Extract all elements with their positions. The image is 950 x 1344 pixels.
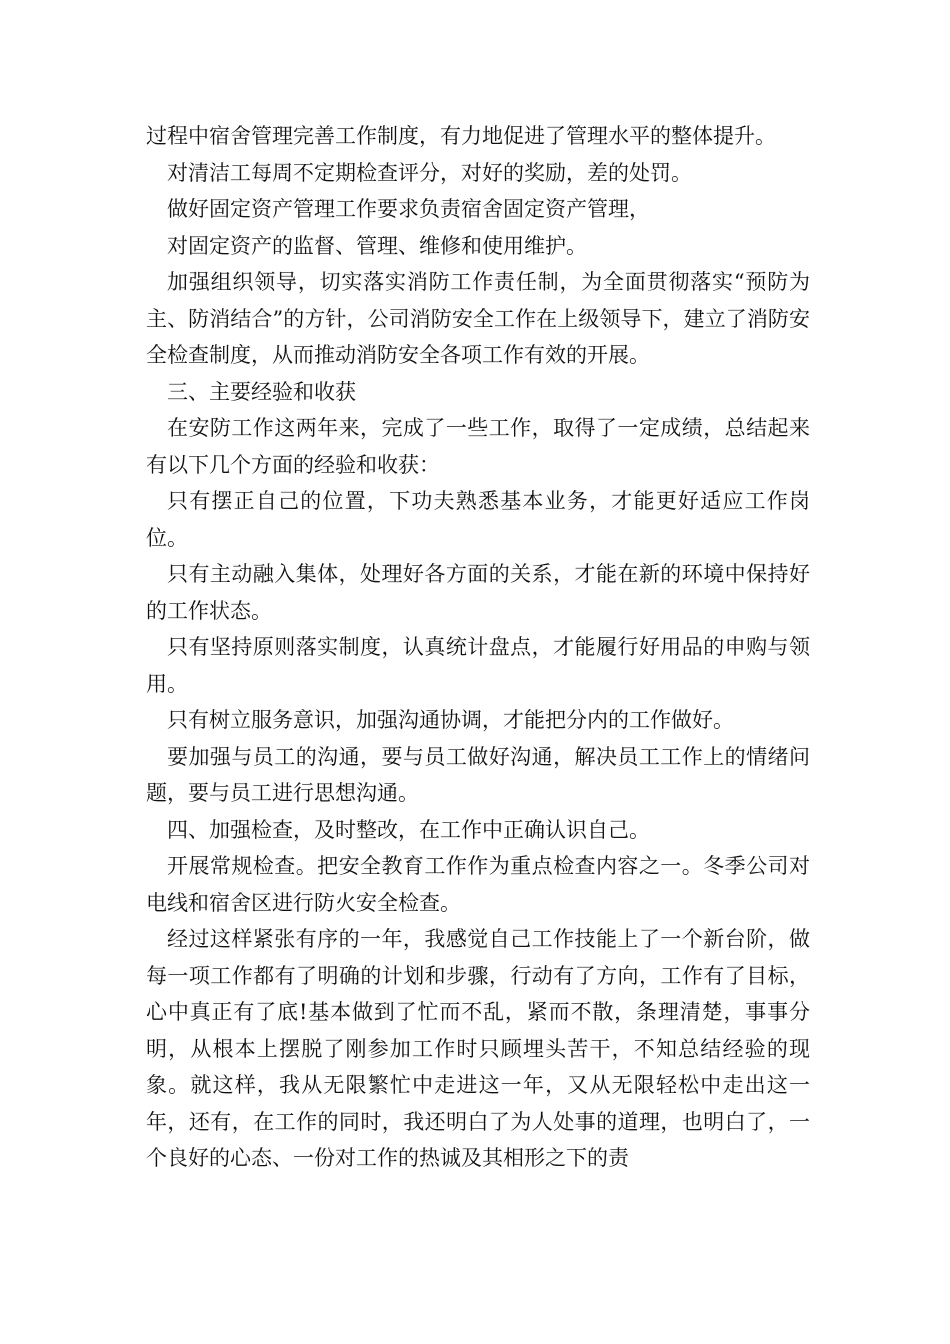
paragraph: 过程中宿舍管理完善工作制度，有力地促进了管理水平的整体提升。 bbox=[146, 124, 776, 148]
paragraph: 加强组织领导，切实落实消防工作责任制，为全面贯彻落实“预防为主、防消结合”的方针，公司消防安全工作在上级领导下，建立了消防安全检查制度，从而推动消防安全各项工作有效的开展。 bbox=[146, 270, 810, 367]
paragraph: 经过这样紧张有序的一年，我感觉自己工作技能上了一个新台阶，做每一项工作都有了明确的计划和步骤，行动有了方向，工作有了目标，心中真正有了底!基本做到了忙而不乱，紧而不散，条理清楚，事事分明，从根本上摆脱了刚参加工作时只顾埋头苦干，不知总结经验的现象。就这样，我从无限繁忙中走进这一年，又从无限轻松中走出这一年，还有，在工作的同时，我还明白了为人处事的道理，也明白了，一个良好的心态、一份对工作的热诚及其相形之下的责 bbox=[146, 927, 810, 1170]
paragraph: 只有坚持原则落实制度，认真统计盘点，才能履行好用品的申购与领用。 bbox=[146, 635, 810, 696]
paragraph: 对固定资产的监督、管理、维修和使用维护。 bbox=[167, 233, 587, 258]
section-heading: 三、主要经验和收获 bbox=[167, 379, 356, 404]
section-heading: 四、加强检查，及时整改，在工作中正确认识自己。 bbox=[167, 817, 650, 842]
paragraph: 只有主动融入集体，处理好各方面的关系，才能在新的环境中保持好的工作状态。 bbox=[146, 562, 810, 623]
paragraph: 对清洁工每周不定期检查评分，对好的奖励，差的处罚。 bbox=[167, 160, 692, 185]
paragraph: 做好固定资产管理工作要求负责宿舍固定资产管理， bbox=[167, 197, 650, 221]
paragraph: 在安防工作这两年来，完成了一些工作，取得了一定成绩，总结起来有以下几个方面的经验和收获： bbox=[146, 416, 810, 477]
paragraph: 开展常规检查。把安全教育工作作为重点检查内容之一。冬季公司对电线和宿舍区进行防火安全检查。 bbox=[146, 854, 810, 915]
paragraph: 只有树立服务意识，加强沟通协调，才能把分内的工作做好。 bbox=[167, 708, 734, 732]
paragraph: 只有摆正自己的位置，下功夫熟悉基本业务，才能更好适应工作岗位。 bbox=[146, 489, 810, 550]
document-body bbox=[146, 118, 810, 1177]
paragraph: 要加强与员工的沟通，要与员工做好沟通，解决员工工作上的情绪问题，要与员工进行思想沟通。 bbox=[146, 744, 810, 805]
